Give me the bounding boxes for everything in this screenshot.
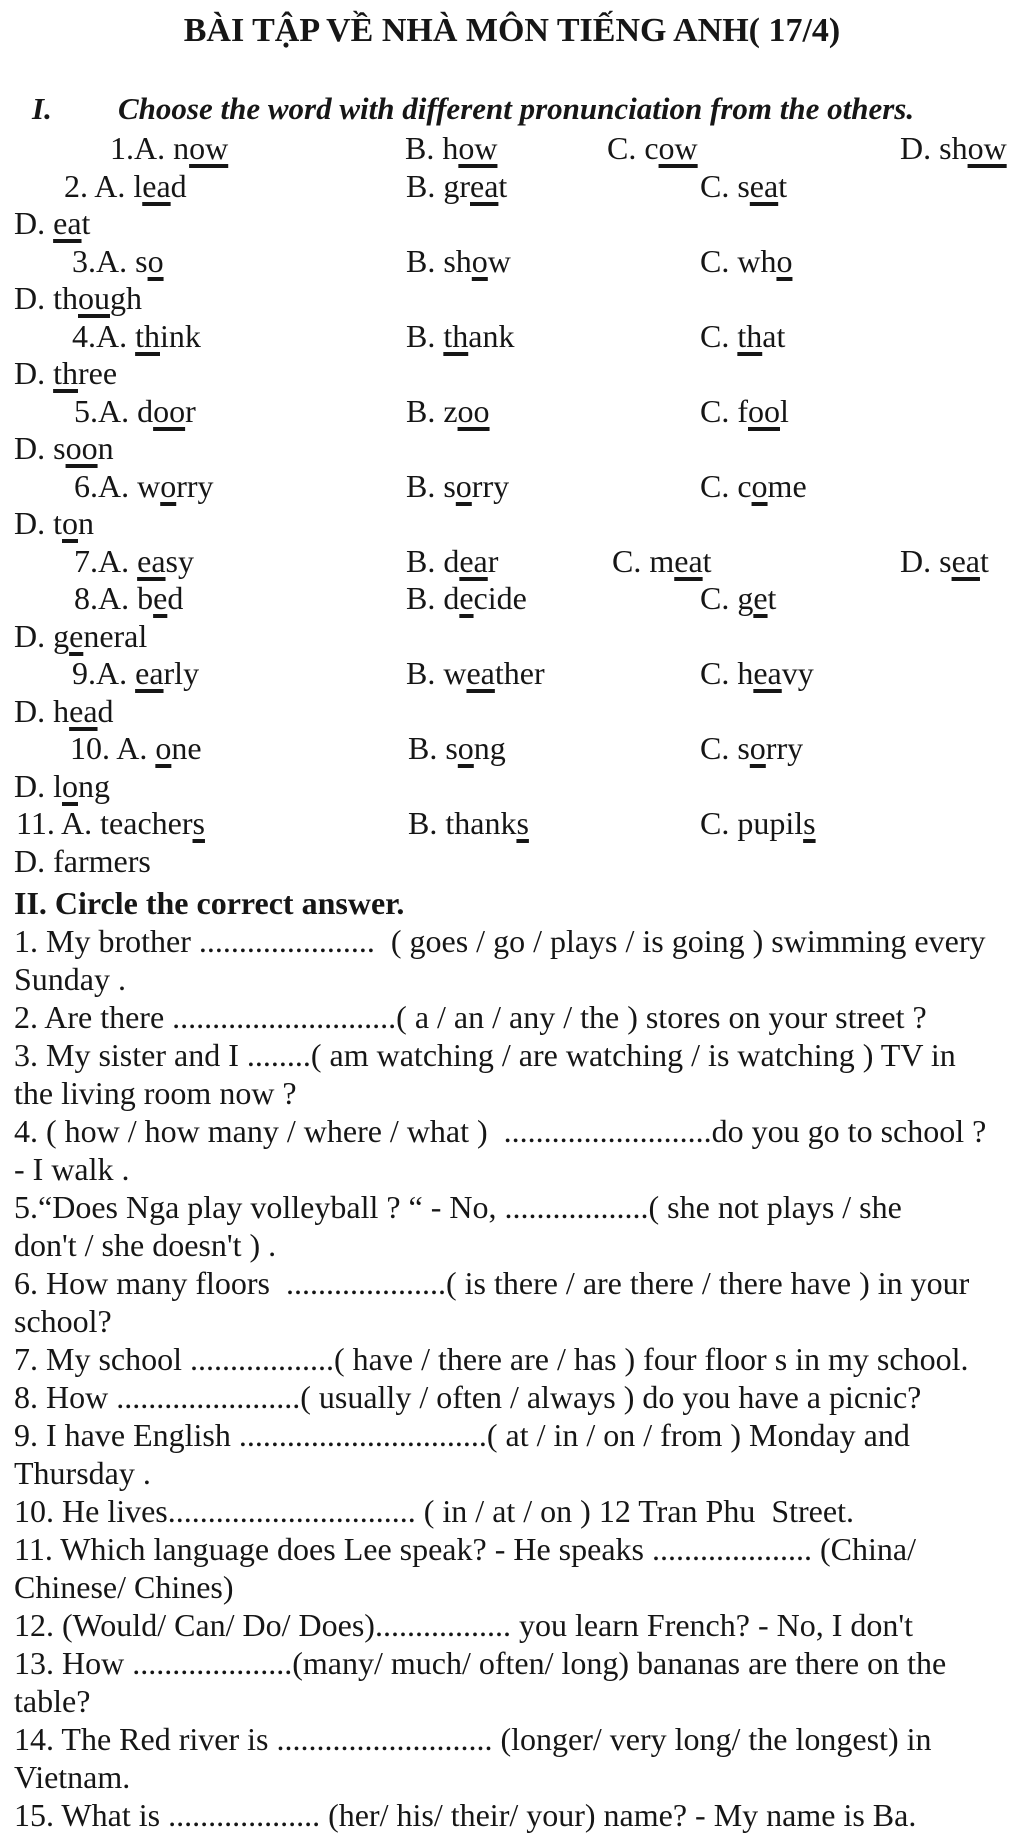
answer-option: 2. A. lead xyxy=(64,167,187,204)
underlined-letters: ea xyxy=(674,542,703,579)
exercise-line: 7. My school ..................( have / there are / has ) four floor s in my school. xyxy=(14,1341,969,1377)
underlined-letters: ea xyxy=(69,692,98,729)
answer-option: B. thank xyxy=(406,317,515,354)
exercise-line: the living room now ? xyxy=(14,1075,297,1111)
exercise-line: 15. What is ................... (her/ his/ their/ your) name? - My name is Ba. xyxy=(14,1797,917,1833)
underlined-letters: ea xyxy=(753,655,782,691)
underlined-letters: ea xyxy=(135,655,164,691)
exercise-line: 4. ( how / how many / where / what ) ..........................do you go to school ? xyxy=(14,1113,987,1149)
pronunciation-row xyxy=(0,468,1024,506)
answer-option: B. decide xyxy=(406,580,527,616)
answer-option: D. ton xyxy=(14,505,94,541)
pronunciation-row xyxy=(0,693,1024,731)
underlined-letters: th xyxy=(53,355,78,391)
answer-option: C. sorry xyxy=(700,730,804,766)
answer-option: D. though xyxy=(14,280,142,316)
exercise-line: 11. Which language does Lee speak? - He speaks .................... (China/ xyxy=(14,1531,916,1567)
underlined-letters: o xyxy=(155,730,172,766)
answer-option: B. great xyxy=(406,167,508,204)
underlined-letters: s xyxy=(192,805,205,841)
answer-option: C. that xyxy=(700,317,786,354)
underlined-letters: o xyxy=(751,467,768,504)
answer-option: B. zoo xyxy=(406,392,490,429)
pronunciation-row xyxy=(0,505,1024,543)
exercise-line: don't / she doesn't ) . xyxy=(14,1227,277,1263)
underlined-letters: th xyxy=(135,317,160,354)
pronunciation-row xyxy=(0,430,1024,468)
underlined-letters: o xyxy=(455,467,472,504)
underlined-letters: o xyxy=(62,767,78,804)
pronunciation-row xyxy=(0,355,1024,393)
underlined-letters: oo xyxy=(748,392,780,429)
answer-option: D. head xyxy=(14,692,114,729)
pronunciation-row xyxy=(0,730,1024,768)
exercise-line: 5.“Does Nga play volleyball ? “ - No, ..................( she not plays / she xyxy=(14,1189,902,1225)
pronunciation-row xyxy=(0,280,1024,318)
answer-option: D. soon xyxy=(14,430,114,466)
underlined-letters: o xyxy=(776,242,793,279)
underlined-letters: ea xyxy=(53,205,82,241)
answer-option: D. eat xyxy=(14,205,91,241)
exercise-line: 14. The Red river is ........................... (longer/ very long/ the longest) in xyxy=(14,1721,932,1757)
answer-option: D. three xyxy=(14,355,118,391)
underlined-letters: ea xyxy=(137,542,166,579)
answer-option: C. heavy xyxy=(700,655,814,691)
exercise-line: 6. How many floors ....................( is there / are there / there have ) in your xyxy=(14,1265,970,1301)
answer-option: 10. A. one xyxy=(70,730,202,766)
answer-option: B. sorry xyxy=(406,467,510,504)
underlined-letters: ow xyxy=(189,130,229,166)
answer-option: 7.A. easy xyxy=(74,542,194,579)
section1-heading xyxy=(0,90,1024,128)
underlined-letters: e xyxy=(153,580,168,616)
underlined-letters: ea xyxy=(749,167,779,204)
exercise-line: Vietnam. xyxy=(14,1759,131,1795)
pronunciation-row xyxy=(0,393,1024,431)
underlined-letters: e xyxy=(459,580,474,616)
exercise-line: 12. (Would/ Can/ Do/ Does)................. you learn French? - No, I don't xyxy=(14,1607,914,1643)
exercise-line: 9. I have English ...............................( at / in / on / from ) Monday and xyxy=(14,1417,910,1453)
underlined-letters: ea xyxy=(951,542,980,579)
exercise-line: 2. Are there ............................( a / an / any / the ) stores on your street ? xyxy=(14,999,927,1035)
answer-option: B. show xyxy=(406,242,511,279)
answer-option: B. song xyxy=(408,730,506,766)
pronunciation-row xyxy=(0,543,1024,581)
pronunciation-row xyxy=(0,168,1024,206)
answer-option: D. farmers xyxy=(14,842,151,879)
answer-option: B. weather xyxy=(406,655,545,691)
exercise-line: 1. My brother ...................... ( goes / go / plays / is going ) swimming every xyxy=(14,923,986,959)
pronunciation-row xyxy=(0,768,1024,806)
underlined-letters: ow xyxy=(658,130,698,166)
answer-option: C. pupils xyxy=(700,805,816,841)
underlined-letters: ow xyxy=(967,130,1007,166)
pronunciation-row xyxy=(0,618,1024,656)
underlined-letters: o xyxy=(471,242,488,279)
underlined-letters: s xyxy=(516,805,529,841)
exercise-line: 8. How .......................( usually / often / always ) do you have a picnic? xyxy=(14,1379,922,1415)
pronunciation-row xyxy=(0,130,1024,168)
pronunciation-row xyxy=(0,205,1024,243)
underlined-letters: ow xyxy=(458,130,498,166)
underlined-letters: ea xyxy=(459,542,488,579)
answer-option: C. cow xyxy=(607,130,698,166)
exercise-line: Chinese/ Chines) xyxy=(14,1569,234,1605)
section1-numeral: I. xyxy=(32,91,52,126)
exercise-line: Sunday . xyxy=(14,961,126,997)
exercise-line: school? xyxy=(14,1303,112,1339)
pronunciation-row xyxy=(0,655,1024,693)
underlined-letters: e xyxy=(753,580,768,616)
underlined-letters: th xyxy=(737,317,763,354)
underlined-letters: ou xyxy=(78,280,110,316)
answer-option: D. seat xyxy=(900,542,989,579)
exercise-line: - I walk . xyxy=(14,1151,130,1187)
answer-option: C. come xyxy=(700,467,807,504)
underlined-letters: o xyxy=(147,242,164,279)
exercise-line: table? xyxy=(14,1683,91,1719)
underlined-letters: ea xyxy=(466,655,495,691)
underlined-letters: o xyxy=(749,730,766,766)
section1-pronunciation-list xyxy=(0,130,1024,880)
answer-option: C. fool xyxy=(700,392,789,429)
section2-heading: II. Circle the correct answer. xyxy=(14,885,405,921)
answer-option: B. thanks xyxy=(408,805,529,841)
pronunciation-row xyxy=(0,805,1024,843)
answer-option: C. meat xyxy=(612,542,712,579)
answer-option: 6.A. worry xyxy=(74,467,214,504)
answer-option: 3.A. so xyxy=(72,242,164,279)
page-title: BÀI TẬP VỀ NHÀ MÔN TIẾNG ANH( 17/4) xyxy=(183,12,841,49)
answer-option: C. who xyxy=(700,242,793,279)
pronunciation-row xyxy=(0,243,1024,281)
underlined-letters: oo xyxy=(65,430,98,466)
underlined-letters: s xyxy=(803,805,816,841)
underlined-letters: o xyxy=(62,505,78,541)
answer-option: C. get xyxy=(700,580,777,616)
section2 xyxy=(14,884,1024,1834)
answer-option: C. seat xyxy=(700,167,788,204)
underlined-letters: ea xyxy=(470,167,499,204)
answer-option: 8.A. bed xyxy=(74,580,184,616)
underlined-letters: ea xyxy=(142,167,171,204)
answer-option: B. how xyxy=(405,130,498,166)
underlined-letters: e xyxy=(69,617,84,654)
pronunciation-row xyxy=(0,318,1024,356)
answer-option: 11. A. teachers xyxy=(16,805,205,841)
answer-option: D. show xyxy=(900,130,1007,166)
underlined-letters: o xyxy=(160,467,177,504)
section1-heading-text: Choose the word with different pronunciation from the others. xyxy=(118,91,915,126)
underlined-letters: oo xyxy=(153,392,186,429)
underlined-letters: oo xyxy=(457,392,490,429)
exercise-line: 10. He lives............................... ( in / at / on ) 12 Tran Phu Street. xyxy=(14,1493,854,1529)
answer-option: 5.A. door xyxy=(74,392,196,429)
pronunciation-row xyxy=(0,580,1024,618)
underlined-letters: o xyxy=(457,730,474,766)
answer-option: 4.A. think xyxy=(72,317,201,354)
exercise-line: 3. My sister and I ........( am watching / are watching / is watching ) TV in xyxy=(14,1037,956,1073)
answer-option: 9.A. early xyxy=(72,655,200,691)
answer-option: D. long xyxy=(14,767,110,804)
exercise-line: Thursday . xyxy=(14,1455,151,1491)
answer-option: D. general xyxy=(14,617,148,654)
pronunciation-row xyxy=(0,843,1024,881)
section2-exercise-list xyxy=(14,922,1024,1834)
exercise-line: 13. How ....................(many/ much/ often/ long) bananas are there on the xyxy=(14,1645,947,1681)
answer-option: B. dear xyxy=(406,542,499,579)
underlined-letters: th xyxy=(443,317,469,354)
answer-option: 1.A. now xyxy=(110,130,229,166)
